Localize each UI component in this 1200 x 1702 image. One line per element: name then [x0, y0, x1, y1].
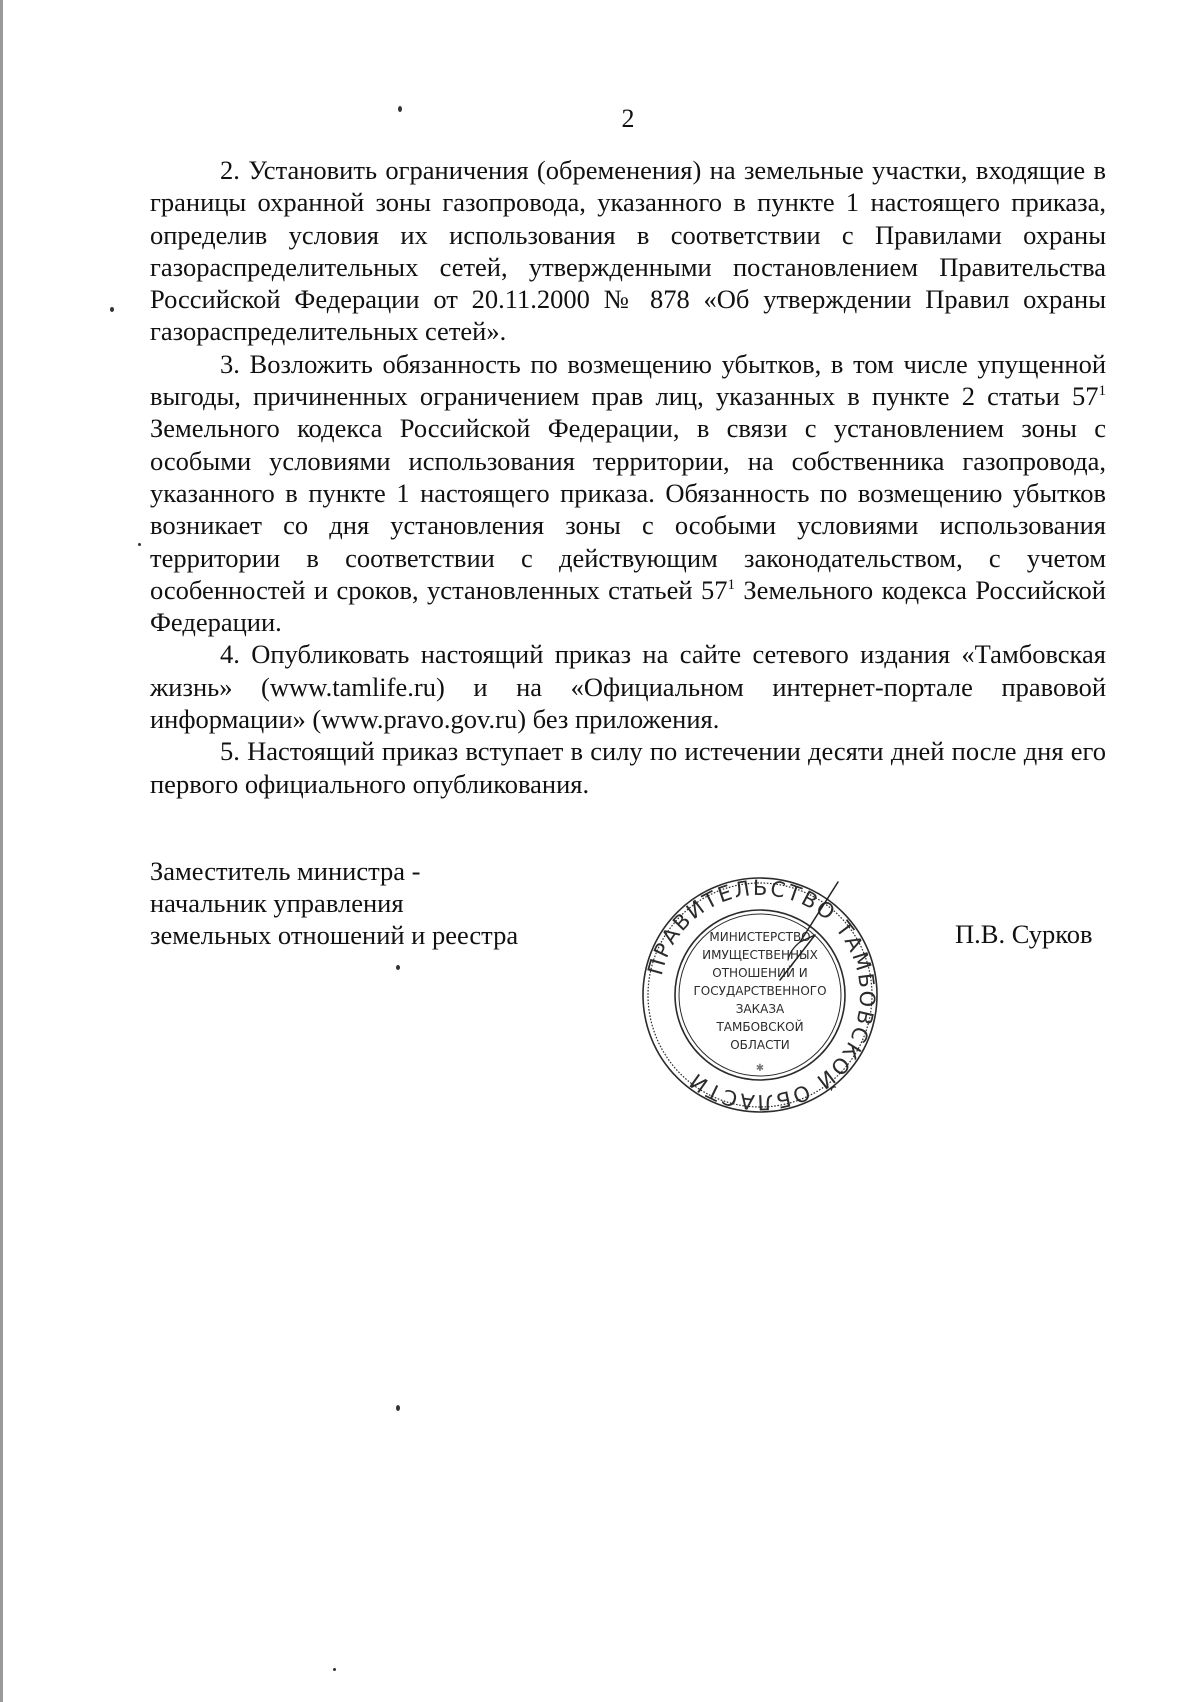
paragraph-3-part3: Земельного кодекса Российской Федерации. [150, 574, 1106, 638]
signatory-name: П.В. Сурков [955, 919, 1093, 949]
scan-speck [398, 106, 402, 112]
seal-outer-text: ПРАВИТЕЛЬСТВО ТАМБОВСКОЙ ОБЛАСТИ [643, 875, 880, 1115]
paragraph-5: 5. Настоящий приказ вступает в силу по истечении десяти дней после дня его первого официального опубликования. [150, 736, 1106, 799]
paragraph-4: 4. Опубликовать настоящий приказ на сайте сетевого издания «Тамбовская жизнь» (www.tamlife.ru) и на «Официальном интернет-портале правовой информации» (www.pravo.gov.ru) без приложения. [150, 639, 1106, 735]
seal-inner-line-3: ОТНОШЕНИЙ И [712, 966, 808, 980]
superscript-1: 1 [1098, 383, 1106, 400]
seal-inner-line-5: ЗАКАЗА [735, 1002, 785, 1016]
scan-speck [110, 307, 114, 312]
document-body [150, 154, 1106, 800]
signatory-title-line-3: земельных отношений и реестра [150, 920, 519, 950]
page-number: 2 [621, 104, 635, 133]
superscript-2: 1 [727, 576, 735, 593]
paragraph-2: 2. Установить ограничения (обременения) на земельные участки, входящие в границы охранной зоны газопровода, указанного в пункте 1 настоящего приказа, определив условия их использования в соответствии с Правилами охраны газораспределительных сетей, утвержденными постановлением Правительства Российской Федерации от 20.11.2000 № 878 «Об утверждении Правил охраны газораспределительных сетей». [150, 155, 1106, 347]
seal-star-icon: ✱ [755, 1063, 765, 1074]
seal-inner-line-6: ТАМБОВСКОЙ [716, 1020, 804, 1034]
paragraph-3 [150, 348, 1106, 639]
seal-inner-line-1: МИНИСТЕРСТВО [709, 930, 811, 944]
paragraph-3-part1: 3. Возложить обязанность по возмещению убытков, в том числе упущенной выгоды, причиненных ограничением прав лиц, указанных в пункте 2 статьи 57 [150, 348, 1106, 412]
scan-speck [396, 965, 400, 970]
signatory-title [150, 855, 518, 951]
seal-inner-line-4: ГОСУДАРСТВЕННОГО [693, 984, 827, 998]
scan-speck [333, 1668, 336, 1671]
signatory-title-line-1: Заместитель министра - [150, 856, 421, 886]
handwritten-signature [760, 880, 870, 990]
seal-inner-line-2: ИМУЩЕСТВЕННЫХ [702, 948, 818, 962]
signatory-title-line-2: начальник управления [150, 888, 404, 918]
paragraph-3-part2: Земельного кодекса Российской Федерации, в связи с установлением зоны с особыми условиями использования территории, на собственника газопровода, указанного в пункте 1 настоящего приказа. Обязанность по возмещению убытков возникает со дня установления зоны с особыми условиями использования территории в соответствии с действующим законодательством, с учетом особенностей и сроков, установленных статьей 57 [150, 413, 1106, 605]
scan-left-edge [0, 0, 3, 1702]
seal-inner-line-7: ОБЛАСТИ [730, 1038, 790, 1052]
scan-speck [396, 1405, 400, 1411]
scan-speck [138, 543, 141, 546]
